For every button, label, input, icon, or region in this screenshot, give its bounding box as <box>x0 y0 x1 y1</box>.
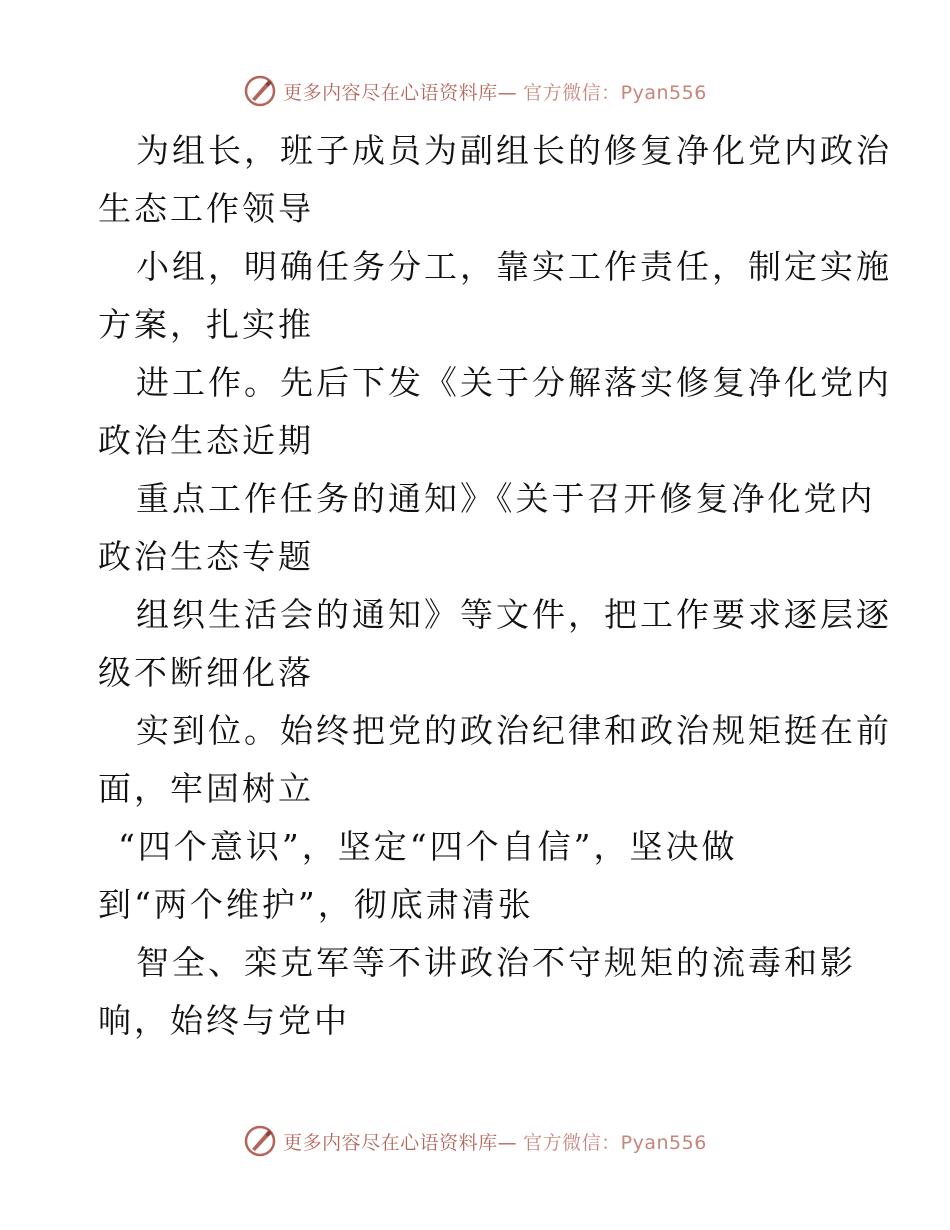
document-body <box>98 122 892 1050</box>
text-line: 组织生活会的通知》等文件，把工作要求逐层逐 <box>136 595 892 634</box>
banner-contact: 官方微信：Pyan556 <box>523 1131 707 1154</box>
text-line: 生态工作领导 <box>98 189 314 228</box>
text-line: 为组长，班子成员为副组长的修复净化党内政治 <box>136 131 892 170</box>
banner-contact: 官方微信：Pyan556 <box>523 81 707 104</box>
text-line: 政治生态近期 <box>98 421 314 460</box>
banner-text: 更多内容尽在心语资料库— <box>283 1131 518 1154</box>
pen-logo-icon <box>243 1124 277 1158</box>
text-line: “四个意识”，坚定“四个自信”，坚决做 <box>118 827 738 866</box>
text-line: 重点工作任务的通知》《关于召开修复净化党内 <box>136 479 876 518</box>
pen-logo-icon <box>243 74 277 108</box>
text-line: 响，始终与党中 <box>98 1001 350 1040</box>
text-line: 级不断细化落 <box>98 653 314 692</box>
text-line: 小组，明确任务分工，靠实工作责任，制定实施 <box>136 247 892 286</box>
header-watermark-banner <box>0 71 950 111</box>
text-line: 实到位。始终把党的政治纪律和政治规矩挺在前 <box>136 711 892 750</box>
banner-text: 更多内容尽在心语资料库— <box>283 81 518 104</box>
text-line: 面，牢固树立 <box>98 769 314 808</box>
text-line: 政治生态专题 <box>98 537 314 576</box>
footer-watermark-banner <box>0 1121 950 1161</box>
text-line: 智全、栾克军等不讲政治不守规矩的流毒和影 <box>136 943 856 982</box>
text-line: 到“两个维护”，彻底肃清张 <box>98 885 534 924</box>
text-line: 进工作。先后下发《关于分解落实修复净化党内 <box>136 363 892 402</box>
text-line: 方案，扎实推 <box>98 305 314 344</box>
